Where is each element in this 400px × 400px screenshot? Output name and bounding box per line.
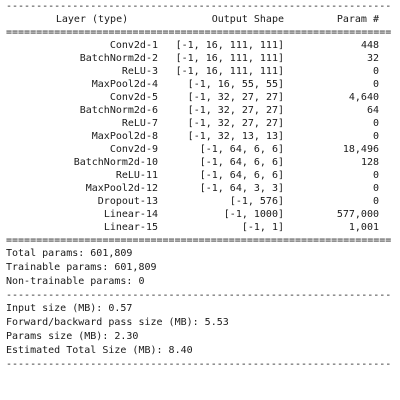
table-row [6, 156, 394, 169]
non-trainable-params: Non-trainable params: 0 [6, 276, 145, 287]
dash-rule: ---------------------------------------------------------------- [6, 359, 392, 370]
output-shape: [-1, 32, 13, 13] [187, 131, 284, 142]
output-shape: [-1, 64, 6, 6] [199, 144, 284, 155]
param-count: 0 [372, 79, 379, 90]
output-shape: [-1, 64, 3, 3] [199, 183, 284, 194]
table-header [6, 13, 394, 26]
layer-name: Conv2d-1 [109, 40, 158, 51]
output-shape: [-1, 16, 55, 55] [187, 79, 284, 90]
table-row [6, 182, 394, 195]
param-count: 1,001 [348, 222, 379, 233]
param-count: 0 [372, 66, 379, 77]
layer-name: ReLU-11 [115, 170, 158, 181]
equals-rule: ================================================================ [6, 27, 392, 38]
table-row [6, 143, 394, 156]
table-row [6, 169, 394, 182]
output-shape: [-1, 32, 27, 27] [187, 105, 284, 116]
table-row [6, 78, 394, 91]
input-size: Input size (MB): 0.57 [6, 303, 133, 314]
trainable-params: Trainable params: 601,809 [6, 262, 157, 273]
dash-rule: ---------------------------------------------------------------- [6, 290, 392, 301]
layer-name: Conv2d-9 [109, 144, 158, 155]
layer-name: BatchNorm2d-6 [79, 105, 158, 116]
table-row [6, 208, 394, 221]
param-count: 18,496 [342, 144, 379, 155]
forward-backward-size: Forward/backward pass size (MB): 5.53 [6, 317, 229, 328]
table-row [6, 117, 394, 130]
param-count: 0 [372, 183, 379, 194]
table-row [6, 39, 394, 52]
param-count: 0 [372, 170, 379, 181]
param-count: 0 [372, 118, 379, 129]
estimated-total-size: Estimated Total Size (MB): 8.40 [6, 345, 193, 356]
table-row [6, 221, 394, 234]
output-shape: [-1, 16, 111, 111] [175, 40, 284, 51]
output-shape: [-1, 1000] [223, 209, 284, 220]
output-shape: [-1, 576] [229, 196, 284, 207]
output-shape: [-1, 64, 6, 6] [199, 157, 284, 168]
output-shape: [-1, 16, 111, 111] [175, 66, 284, 77]
table-row [6, 195, 394, 208]
table-row [6, 130, 394, 143]
layer-name: MaxPool2d-4 [91, 79, 158, 90]
table-row [6, 65, 394, 78]
param-count: 128 [360, 157, 379, 168]
output-shape: [-1, 1] [241, 222, 284, 233]
header-layer: Layer (type) [55, 14, 129, 25]
table-row [6, 91, 394, 104]
header-param: Param # [336, 14, 379, 25]
output-shape: [-1, 16, 111, 111] [175, 53, 284, 64]
layer-name: ReLU-7 [121, 118, 158, 129]
layer-name: ReLU-3 [121, 66, 158, 77]
table-row [6, 104, 394, 117]
layer-name: Conv2d-5 [109, 92, 158, 103]
output-shape: [-1, 32, 27, 27] [187, 92, 284, 103]
param-count: 4,640 [348, 92, 379, 103]
layer-name: BatchNorm2d-2 [79, 53, 158, 64]
model-summary-output [6, 0, 394, 371]
param-count: 577,000 [336, 209, 379, 220]
layer-name: MaxPool2d-12 [85, 183, 158, 194]
table-row [6, 52, 394, 65]
header-shape: Output Shape [211, 14, 284, 25]
param-count: 448 [360, 40, 379, 51]
layer-name: Linear-14 [103, 209, 158, 220]
layer-table-body [6, 39, 394, 234]
output-shape: [-1, 32, 27, 27] [187, 118, 284, 129]
equals-rule: ================================================================ [6, 235, 392, 246]
output-shape: [-1, 64, 6, 6] [199, 170, 284, 181]
param-count: 64 [366, 105, 379, 116]
param-count: 0 [372, 131, 379, 142]
layer-name: Dropout-13 [97, 196, 158, 207]
layer-name: BatchNorm2d-10 [73, 157, 158, 168]
layer-name: MaxPool2d-8 [91, 131, 158, 142]
dash-rule: ---------------------------------------------------------------- [6, 1, 392, 12]
param-count: 0 [372, 196, 379, 207]
total-params: Total params: 601,809 [6, 248, 133, 259]
layer-name: Linear-15 [103, 222, 158, 233]
param-count: 32 [366, 53, 379, 64]
params-size: Params size (MB): 2.30 [6, 331, 139, 342]
